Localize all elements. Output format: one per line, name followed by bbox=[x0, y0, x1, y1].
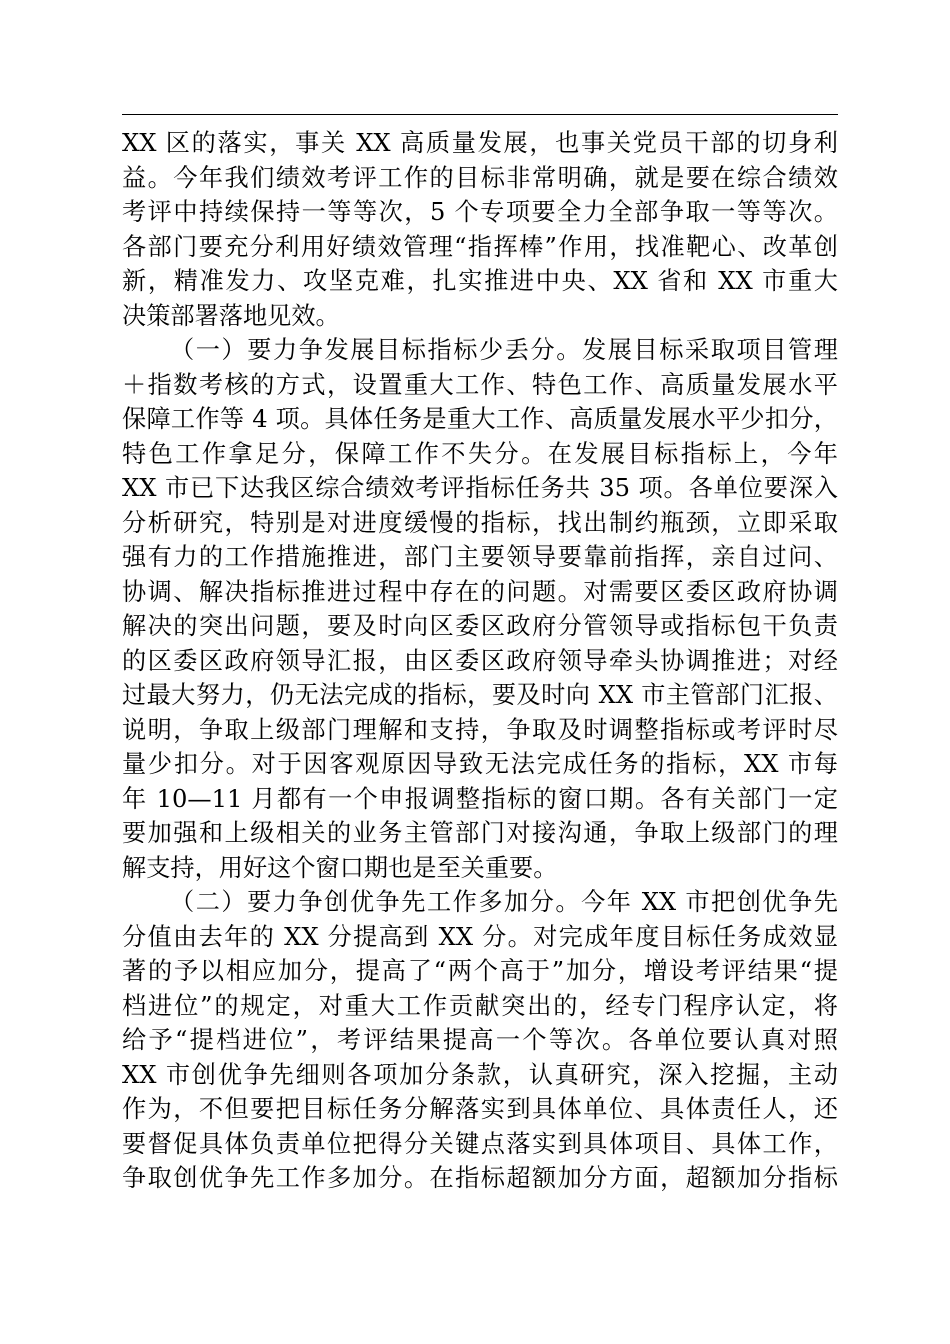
text-line: 争取创优争先工作多加分。在指标超额加分方面，超额加分指标 bbox=[122, 1164, 838, 1192]
text-line: 给予“提档进位”，考评结果提高一个等次。各单位要认真对照 bbox=[122, 1026, 838, 1054]
text-line: 解支持，用好这个窗口期也是至关重要。 bbox=[122, 853, 558, 882]
paragraph-first-line: （二）要力争创优争先工作多加分。今年 XX 市把创优争先 bbox=[170, 888, 838, 916]
text-line: 协调、解决指标推进过程中存在的问题。对需要区委区政府协调 bbox=[122, 577, 838, 606]
text-line: 档进位”的规定，对重大工作贡献突出的，经专门程序认定，将 bbox=[122, 991, 838, 1020]
text-line: 考评中持续保持一等等次，5 个专项要全力全部争取一等等次。 bbox=[122, 198, 838, 226]
text-line: 分析研究，特别是对进度缓慢的指标，找出制约瓶颈，立即采取 bbox=[122, 508, 838, 537]
text-line: 特色工作拿足分，保障工作不失分。在发展目标指标上，今年 bbox=[122, 439, 838, 468]
text-line: XX 市已下达我区综合绩效考评指标任务共 35 项。各单位要深入 bbox=[122, 474, 838, 502]
text-line: 的区委区政府领导汇报，由区委区政府领导牵头协调推进；对经 bbox=[122, 646, 838, 675]
text-line: 著的予以相应加分，提高了“两个高于”加分，增设考评结果“提 bbox=[122, 957, 838, 985]
text-line: 解决的突出问题，要及时向区委区政府分管领导或指标包干负责 bbox=[122, 612, 838, 640]
text-line: 益。今年我们绩效考评工作的目标非常明确，就是要在综合绩效 bbox=[122, 163, 838, 192]
text-line: 各部门要充分利用好绩效管理“指挥棒”作用，找准靶心、改革创 bbox=[122, 232, 838, 261]
text-line: 分值由去年的 XX 分提高到 XX 分。对完成年度目标任务成效显 bbox=[122, 922, 838, 951]
text-line: 要督促具体负责单位把得分关键点落实到具体项目、具体工作， bbox=[122, 1129, 838, 1158]
header-rule bbox=[122, 114, 838, 115]
paragraph-first-line: （一）要力争发展目标指标少丢分。发展目标采取项目管理 bbox=[170, 336, 838, 364]
text-line: 说明，争取上级部门理解和支持，争取及时调整指标或考评时尽 bbox=[122, 715, 838, 744]
text-line: XX 市创优争先细则各项加分条款，认真研究，深入挖掘，主动 bbox=[122, 1060, 838, 1089]
text-line: ＋指数考核的方式，设置重大工作、特色工作、高质量发展水平 bbox=[122, 370, 838, 399]
text-line: 强有力的工作措施推进，部门主要领导要靠前指挥，亲自过问、 bbox=[122, 543, 838, 571]
text-line: 要加强和上级相关的业务主管部门对接沟通，争取上级部门的理 bbox=[122, 819, 838, 847]
text-line: XX 区的落实，事关 XX 高质量发展，也事关党员干部的切身利 bbox=[122, 129, 838, 157]
body-text bbox=[122, 126, 838, 1196]
text-line: 保障工作等 4 项。具体任务是重大工作、高质量发展水平少扣分， bbox=[122, 405, 838, 433]
text-line: 年 10—11 月都有一个申报调整指标的窗口期。各有关部门一定 bbox=[122, 784, 838, 813]
text-line: 决策部署落地见效。 bbox=[122, 301, 340, 330]
text-line: 新，精准发力、攻坚克难，扎实推进中央、XX 省和 XX 市重大 bbox=[122, 267, 838, 295]
text-line: 作为，不但要把目标任务分解落实到具体单位、具体责任人，还 bbox=[122, 1095, 838, 1123]
text-line: 量少扣分。对于因客观原因导致无法完成任务的指标，XX 市每 bbox=[122, 750, 838, 778]
text-line: 过最大努力，仍无法完成的指标，要及时向 XX 市主管部门汇报、 bbox=[122, 681, 838, 709]
